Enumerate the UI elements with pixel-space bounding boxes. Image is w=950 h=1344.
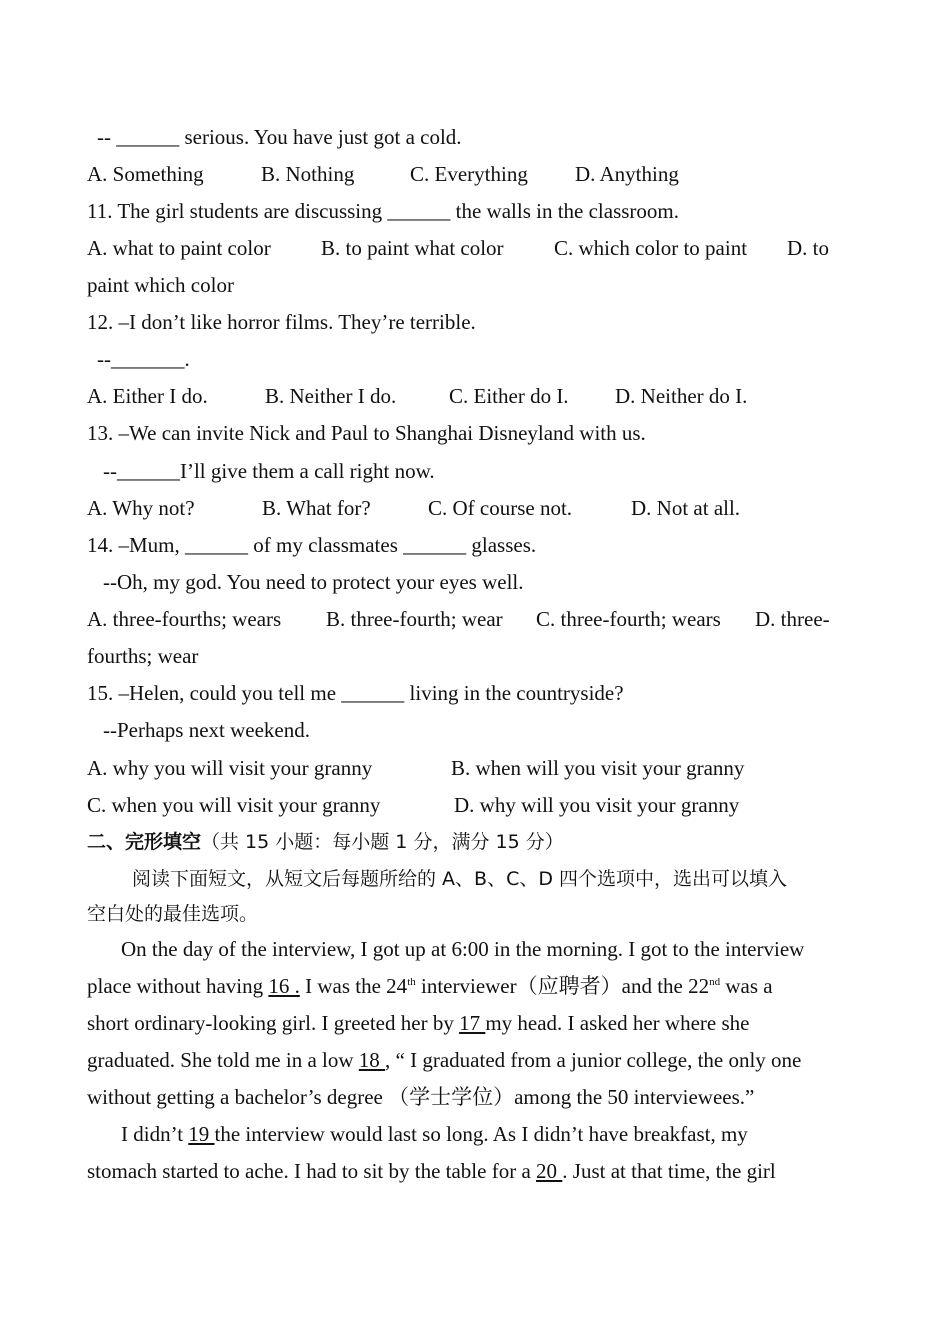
q12-options	[87, 382, 887, 410]
q14-option-d: D. three-	[755, 607, 830, 631]
q10-option-b: B. Nothing	[261, 162, 355, 186]
superscript-th: th	[407, 976, 416, 988]
q14-stem: 14. –Mum, ______ of my classmates ______ glasses.	[87, 533, 537, 557]
q10-option-d: D. Anything	[575, 162, 679, 186]
passage-text: was a	[720, 974, 773, 998]
section-title: 二、完形填空	[87, 831, 202, 853]
section-note: （共 15 小题：每小题 1 分，满分 15 分）	[201, 831, 564, 853]
superscript-nd: nd	[709, 976, 721, 988]
q13-option-c: C. Of course not.	[428, 496, 573, 520]
passage-line-1: On the day of the interview, I got up at 6:00 in the morning. I got to the interview	[121, 937, 805, 961]
q11-option-d-continued: paint which color	[87, 273, 234, 297]
passage-text: I was the 24	[299, 974, 408, 998]
q13-reply: --______I’ll give them a call right now.	[103, 459, 435, 483]
q13-option-d: D. Not at all.	[631, 496, 741, 520]
q13-option-a: A. Why not?	[87, 496, 195, 520]
passage-text: the interview would last so long. As I didn’t have breakfast, my	[214, 1122, 748, 1146]
passage-line-6	[121, 1120, 748, 1148]
q12-option-a: A. Either I do.	[87, 384, 208, 408]
q13-stem: 13. –We can invite Nick and Paul to Shanghai Disneyland with us.	[87, 421, 646, 445]
q15-reply: --Perhaps next weekend.	[103, 718, 311, 742]
q12-option-d: D. Neither do I.	[615, 384, 748, 408]
q12-stem: 12. –I don’t like horror films. They’re terrible.	[87, 310, 476, 334]
q12-reply: --_______.	[97, 347, 190, 371]
passage-text: short ordinary-looking girl. I greeted her by	[87, 1011, 460, 1035]
q12-option-b: B. Neither I do.	[265, 384, 397, 408]
q11-option-a: A. what to paint color	[87, 236, 271, 260]
q15-option-c: C. when you will visit your granny	[87, 793, 381, 817]
q11-option-c: C. which color to paint	[554, 236, 748, 260]
q14-options	[87, 605, 887, 633]
section-instruction-line2: 空白处的最佳选项。	[87, 903, 259, 925]
passage-text: stomach started to ache. I had to sit by the table for a	[87, 1159, 537, 1183]
passage-text: , “ I graduated from a junior college, the only one	[385, 1048, 802, 1072]
q12-option-c: C. Either do I.	[449, 384, 569, 408]
q15-stem: 15. –Helen, could you tell me ______ living in the countryside?	[87, 681, 624, 705]
q10-option-a: A. Something	[87, 162, 204, 186]
section-heading	[87, 828, 564, 856]
passage-text: place without having	[87, 974, 269, 998]
q10-option-c: C. Everything	[410, 162, 528, 186]
q15-options-row2	[87, 791, 887, 819]
q14-option-a: A. three-fourths; wears	[87, 607, 282, 631]
q15-option-a: A. why you will visit your granny	[87, 756, 373, 780]
q15-option-b: B. when will you visit your granny	[451, 756, 745, 780]
blank-17: 17	[459, 1011, 486, 1035]
q11-option-b: B. to paint what color	[321, 236, 504, 260]
passage-line-2	[87, 972, 773, 1000]
q11-options	[87, 234, 887, 262]
section-instruction-line1: 阅读下面短文，从短文后每题所给的 A、B、C、D 四个选项中，选出可以填入	[132, 868, 788, 890]
q13-option-b: B. What for?	[262, 496, 371, 520]
q11-option-d: D. to	[787, 236, 829, 260]
blank-18: 18	[358, 1048, 386, 1072]
q14-option-b: B. three-fourth; wear	[326, 607, 503, 631]
q14-option-c: C. three-fourth; wears	[536, 607, 721, 631]
q15-options-row1	[87, 754, 887, 782]
passage-line-3	[87, 1009, 749, 1037]
q10-stem: -- ______ serious. You have just got a cold.	[97, 125, 462, 149]
passage-text: I didn’t	[121, 1122, 189, 1146]
passage-line-4	[87, 1046, 801, 1074]
passage-text: my head. I asked her where she	[485, 1011, 750, 1035]
q11-stem: 11. The girl students are discussing ______ the walls in the classroom.	[87, 199, 679, 223]
q14-option-d-continued: fourths; wear	[87, 644, 199, 668]
blank-16: 16 .	[268, 974, 300, 998]
blank-20: 20	[536, 1159, 563, 1183]
passage-text: . Just at that time, the girl	[562, 1159, 776, 1183]
passage-text: graduated. She told me in a low	[87, 1048, 359, 1072]
q15-option-d: D. why will you visit your granny	[454, 793, 740, 817]
q14-reply: --Oh, my god. You need to protect your eyes well.	[103, 570, 524, 594]
passage-line-5: without getting a bachelor’s degree （学士学位）among the 50 interviewees.”	[87, 1085, 755, 1109]
blank-19: 19	[188, 1122, 215, 1146]
q10-options	[87, 160, 887, 188]
q13-options	[87, 494, 887, 522]
passage-text: interviewer（应聘者）and the 22	[415, 974, 710, 998]
passage-line-7	[87, 1157, 776, 1185]
